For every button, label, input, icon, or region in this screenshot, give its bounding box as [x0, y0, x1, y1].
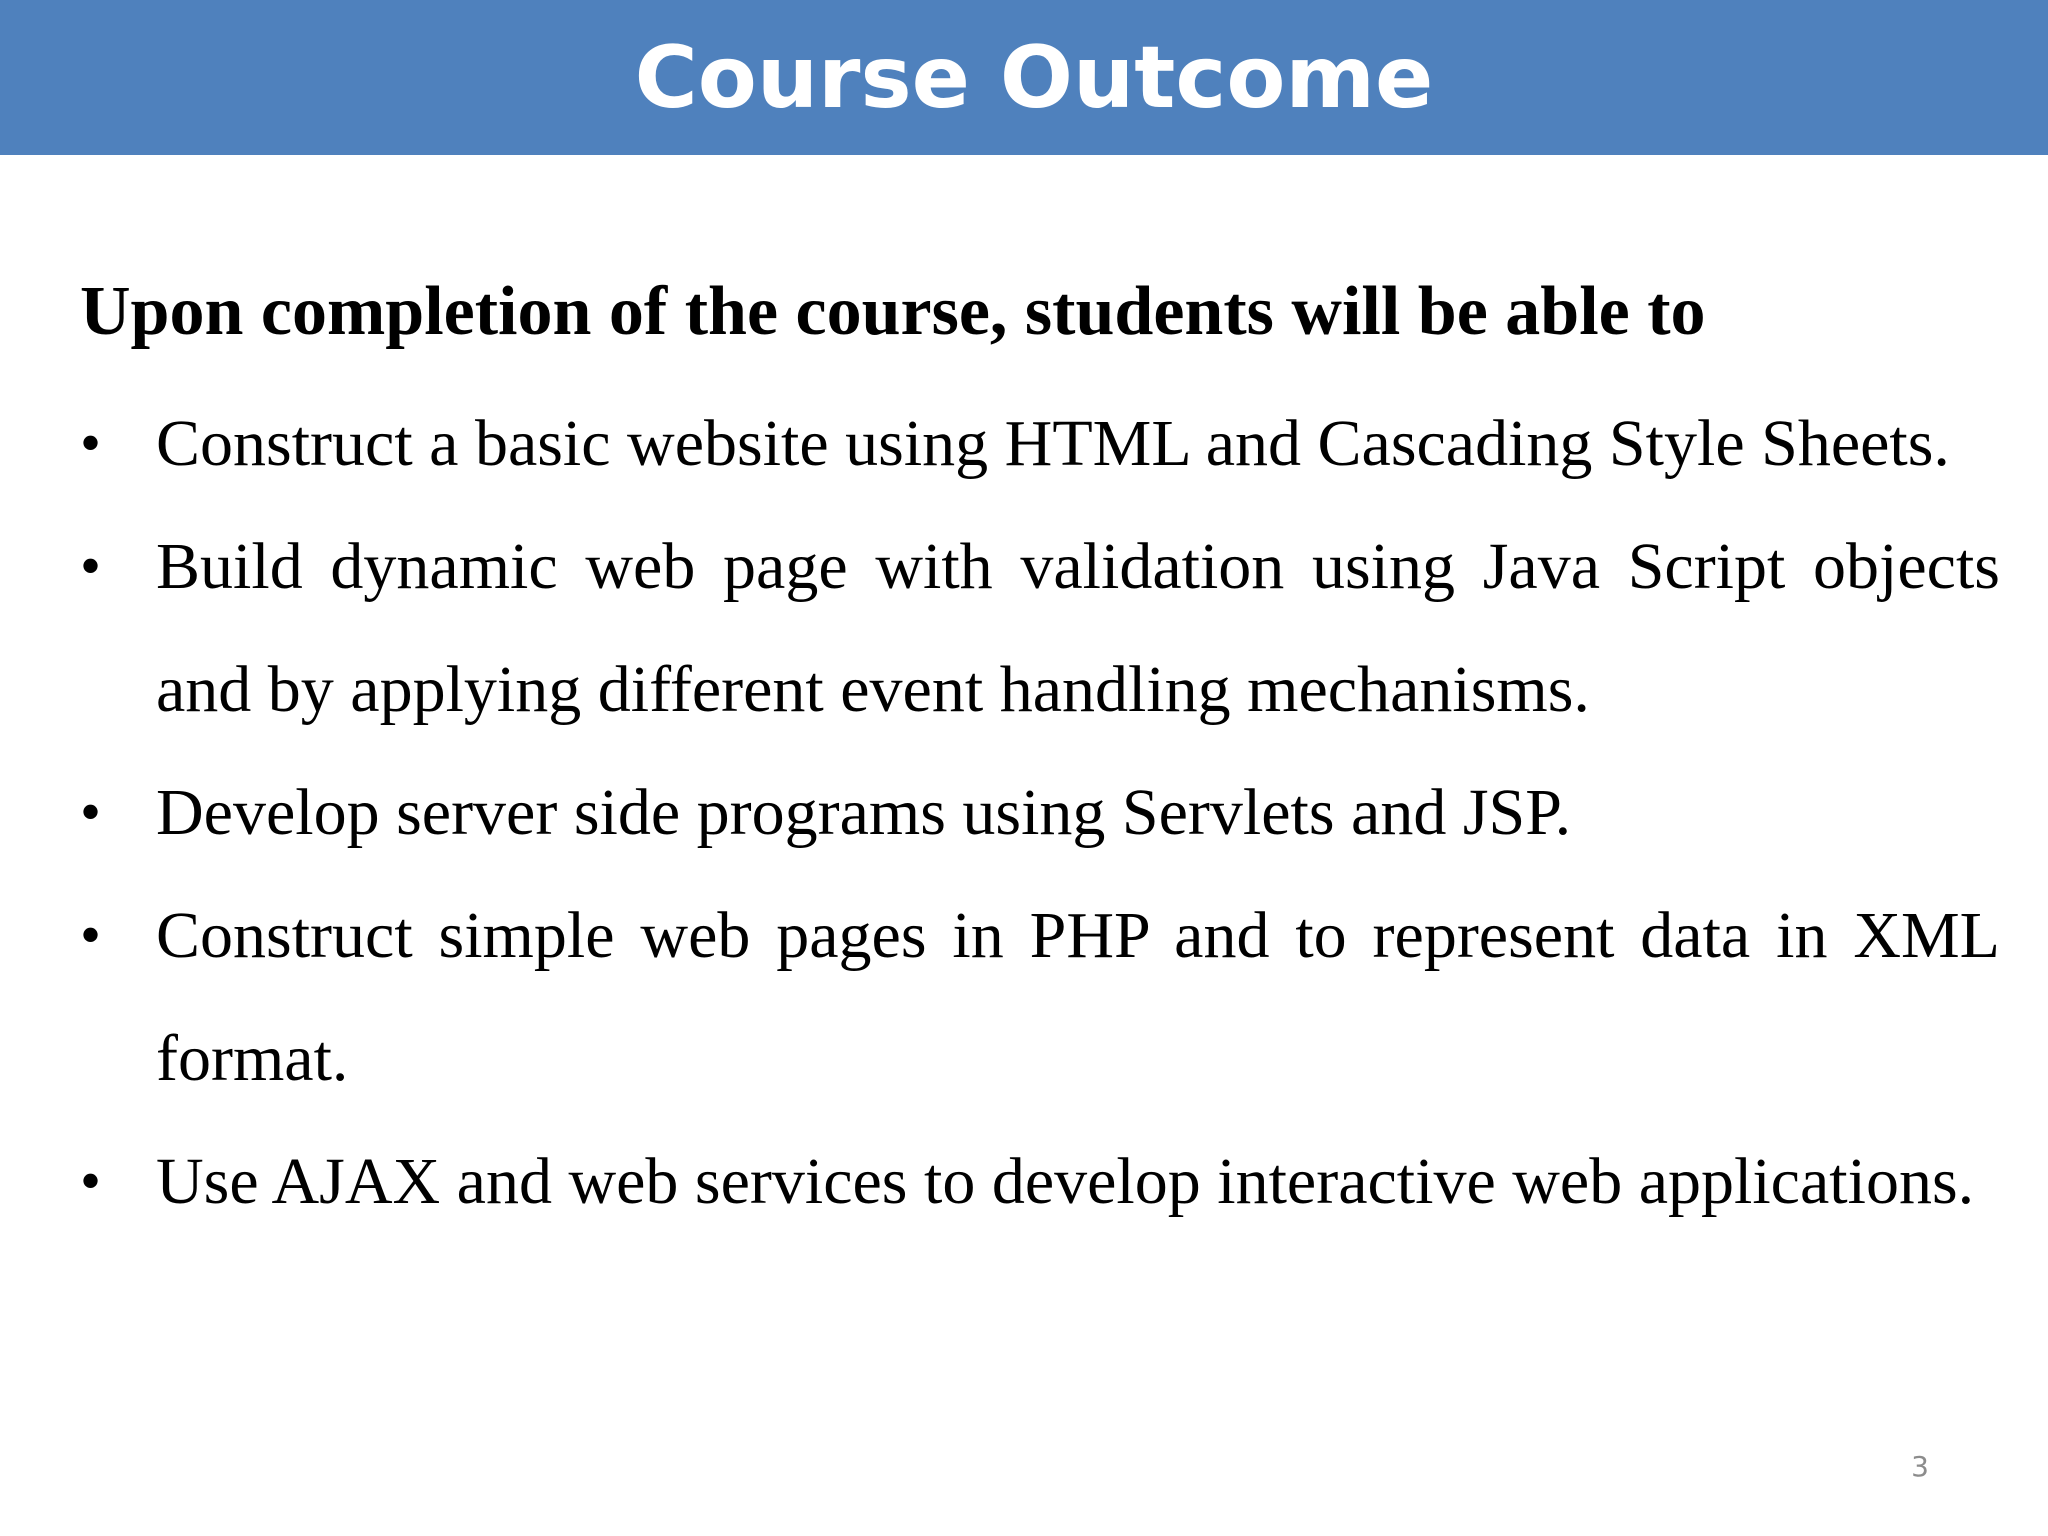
- page-number: 3: [1911, 1450, 1929, 1483]
- bullet-icon: •: [80, 1148, 102, 1214]
- outcome-text: Construct simple web pages in PHP and to represent data in XML format.: [156, 899, 2000, 1095]
- bullet-icon: •: [80, 902, 102, 968]
- title-bar: [0, 0, 2048, 155]
- outcome-text: Use AJAX and web services to develop interactive web applications.: [156, 1145, 1975, 1218]
- outcome-text: Build dynamic web page with validation using Java Script objects and by applying different event handling mechanisms.: [156, 530, 2000, 726]
- outcome-item: [80, 874, 2000, 1120]
- outcome-list: [80, 382, 2000, 1243]
- slide-title: Course Outcome: [634, 27, 1434, 128]
- outcome-text: Develop server side programs using Servlets and JSP.: [156, 776, 1572, 849]
- bullet-icon: •: [80, 779, 102, 845]
- outcome-item: [80, 505, 2000, 751]
- bullet-icon: •: [80, 410, 102, 476]
- outcome-item: [80, 1120, 2000, 1243]
- outcome-text: Construct a basic website using HTML and Cascading Style Sheets.: [156, 407, 1950, 480]
- intro-heading: Upon completion of the course, students will be able to: [80, 273, 1706, 350]
- bullet-icon: •: [80, 533, 102, 599]
- outcome-item: [80, 751, 2000, 874]
- outcome-item: [80, 382, 2000, 505]
- slide-content: [80, 262, 2000, 1243]
